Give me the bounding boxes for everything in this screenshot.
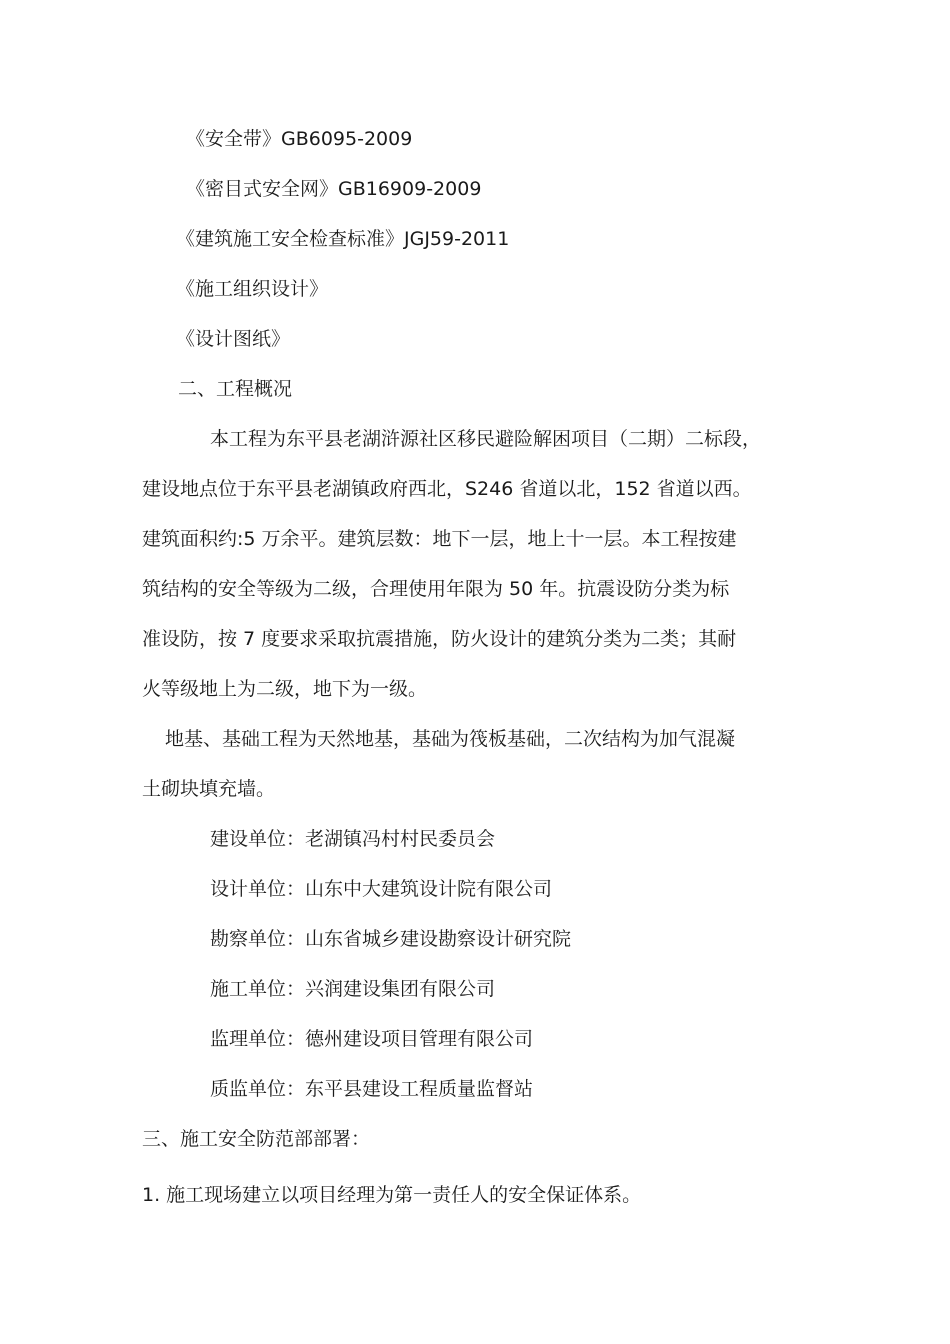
reference-item: 《施工组织设计》	[176, 278, 329, 300]
section-heading: 二、工程概况	[178, 378, 293, 400]
unit-line: 勘察单位：山东省城乡建设勘察设计研究院	[210, 928, 572, 950]
paragraph-line: 建设地点位于东平县老湖镇政府西北，S246 省道以北，152 省道以西。	[142, 478, 752, 500]
paragraph-line: 本工程为东平县老湖浒源社区移民避险解困项目（二期）二标段，	[210, 428, 762, 450]
paragraph-line: 火等级地上为二级，地下为一级。	[142, 678, 428, 700]
paragraph-line: 筑结构的安全等级为二级，合理使用年限为 50 年。抗震设防分类为标	[142, 578, 730, 600]
reference-item: 《建筑施工安全检查标准》JGJ59-2011	[176, 228, 510, 250]
section-heading: 三、施工安全防范部部署：	[142, 1128, 371, 1150]
paragraph-line: 地基、基础工程为天然地基，基础为筏板基础，二次结构为加气混凝	[165, 728, 736, 750]
unit-line: 监理单位：德州建设项目管理有限公司	[210, 1028, 534, 1050]
paragraph-line: 建筑面积约:5 万余平。建筑层数：地下一层，地上十一层。本工程按建	[142, 528, 737, 550]
reference-item: 《密目式安全网》GB16909-2009	[186, 178, 482, 200]
unit-line: 建设单位：老湖镇冯村村民委员会	[210, 828, 496, 850]
unit-line: 施工单位：兴润建设集团有限公司	[210, 978, 496, 1000]
paragraph-line: 准设防，按 7 度要求采取抗震措施，防火设计的建筑分类为二类；其耐	[142, 628, 737, 650]
reference-item: 《安全带》GB6095-2009	[186, 128, 413, 150]
paragraph-line: 土砌块填充墙。	[142, 778, 276, 800]
unit-line: 设计单位：山东中大建筑设计院有限公司	[210, 878, 553, 900]
list-item: 1. 施工现场建立以项目经理为第一责任人的安全保证体系。	[142, 1184, 642, 1206]
unit-line: 质监单位：东平县建设工程质量监督站	[210, 1078, 534, 1100]
reference-item: 《设计图纸》	[176, 328, 291, 350]
